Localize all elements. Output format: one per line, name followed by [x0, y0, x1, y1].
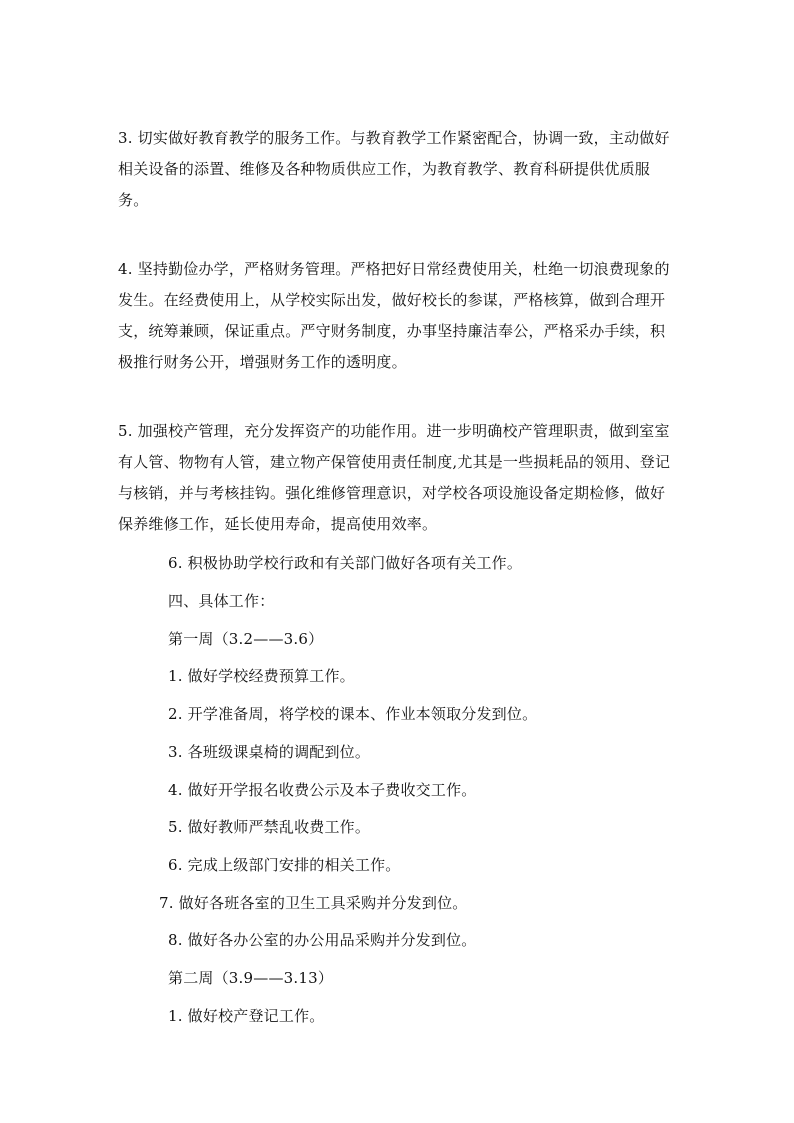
section-heading-specific-work: 四、具体工作： [168, 592, 275, 610]
week-two-heading: 第二周（3.9——3.13） [168, 969, 334, 987]
week-one-heading: 第一周（3.2——3.6） [168, 630, 324, 648]
week-one-item-5: 5. 做好教师严禁乱收费工作。 [168, 818, 371, 836]
week-one-item-8: 8. 做好各办公室的办公用品采购并分发到位。 [168, 931, 477, 949]
item-assist-administration: 6. 积极协助学校行政和有关部门做好各项有关工作。 [168, 554, 523, 572]
week-one-item-2: 2. 开学准备周，将学校的课本、作业本领取分发到位。 [168, 705, 538, 723]
week-one-item-6: 6. 完成上级部门安排的相关工作。 [168, 856, 401, 874]
week-one-item-7: 7. 做好各班各室的卫生工具采购并分发到位。 [159, 894, 468, 912]
week-one-item-4: 4. 做好开学报名收费公示及本子费收交工作。 [168, 781, 477, 799]
week-one-item-3: 3. 各班级课桌椅的调配到位。 [168, 743, 371, 761]
week-two-item-1: 1. 做好校产登记工作。 [168, 1007, 325, 1025]
paragraph-service-work: 3. 切实做好教育教学的服务工作。与教育教学工作紧密配合，协调一致，主动做好相关设备的添置、维修及各种物质供应工作，为教育教学、教育科研提供优质服务。 [118, 129, 670, 209]
paragraph-asset-management: 5. 加强校产管理，充分发挥资产的功能作用。进一步明确校产管理职责，做到室室有人管、物物有人管，建立物产保管使用责任制度,尤其是一些损耗品的领用、登记与核销，并与考核挂钩。强化维修管理意识，对学校各项设施设备定期检修，做好保养维修工作，延长使用寿命，提高使用效率。 [118, 422, 671, 533]
week-one-item-1: 1. 做好学校经费预算工作。 [168, 667, 355, 685]
paragraph-financial-management: 4. 坚持勤俭办学，严格财务管理。严格把好日常经费使用关，杜绝一切浪费现象的发生。在经费使用上，从学校实际出发，做好校长的参谋，严格核算，做到合理开支，统筹兼顾，保证重点。严守财务制度，办事坚持廉洁奉公，严格采办手续，积极推行财务公开，增强财务工作的透明度。 [118, 260, 670, 371]
